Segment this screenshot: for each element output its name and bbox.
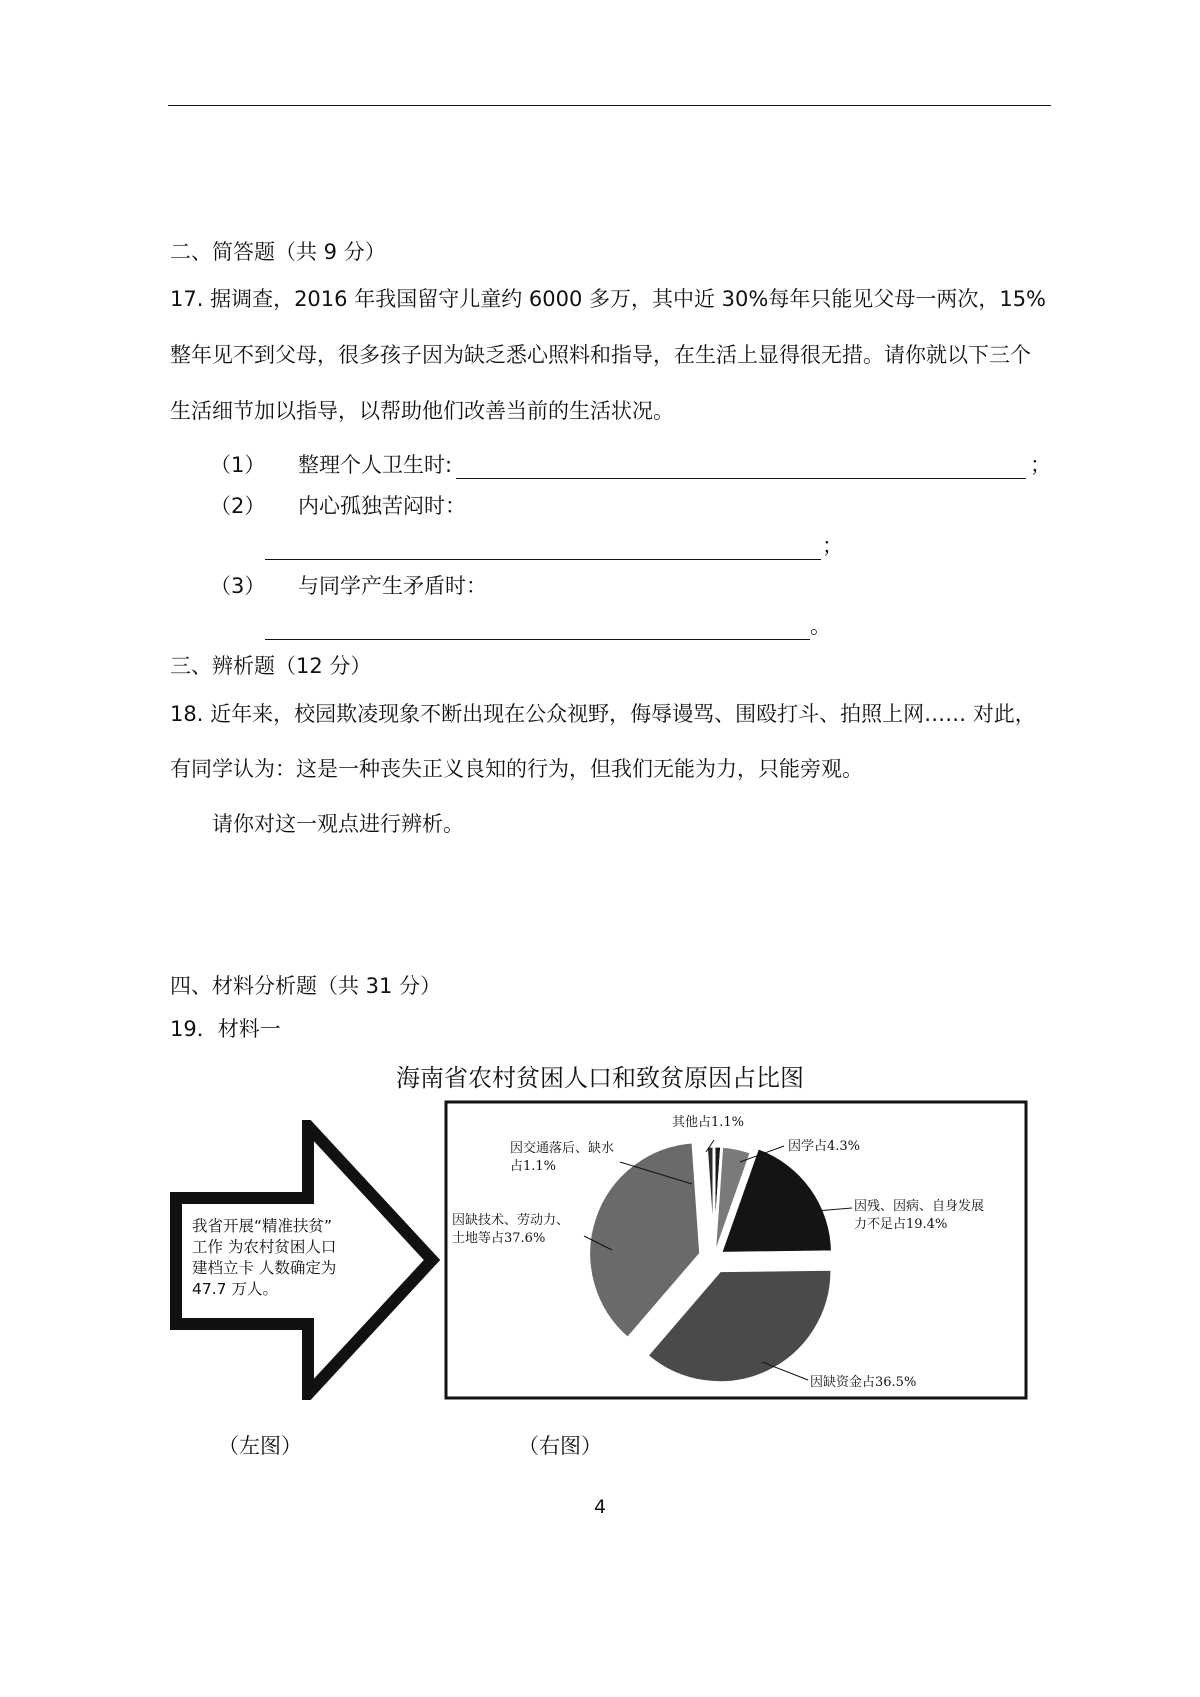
left-figure-arrow (170, 1120, 440, 1400)
q17-item2-answer-line[interactable] (265, 532, 821, 560)
pie-label-ill-line2: 力不足占19.4% (854, 1217, 948, 1232)
q18-line1: 18. 近年来，校园欺凌现象不断出现在公众视野，侮辱谩骂、围殴打斗、拍照上网…… 对此， (170, 702, 1036, 726)
q17-item3-answer-line[interactable] (265, 612, 810, 640)
q18-line3: 请你对这一观点进行辨析。 (212, 812, 464, 836)
q17-line3: 生活细节加以指导，以帮助他们改善当前的生活状况。 (170, 399, 674, 423)
q17-item1-end: ； (1030, 453, 1051, 477)
pie-label-traffic: 因交通落后、缺水 (510, 1141, 615, 1156)
pie-chart (444, 1100, 1028, 1400)
pie-label-tech-line2: 土地等占37.6% (452, 1231, 546, 1246)
q19-label: 19．材料一 (170, 1017, 281, 1041)
figure-title: 海南省农村贫困人口和致贫原因占比图 (396, 1064, 804, 1092)
right-figure-caption: （右图） (518, 1434, 602, 1458)
q17-item3-label: 与同学产生矛盾时： (298, 574, 487, 598)
section3-heading: 三、辨析题（12 分） (170, 654, 372, 678)
q17-item1-answer-line[interactable] (456, 451, 1026, 479)
q17-item1-label: 整理个人卫生时: (298, 453, 453, 477)
pie-label-ill: 因残、因病、自身发展 (854, 1199, 985, 1214)
q17-item2-label: 内心孤独苦闷时： (298, 494, 466, 518)
q17-item1-number: （1） (210, 453, 266, 477)
q17-item2-end: ； (822, 534, 843, 558)
section4-heading: 四、材料分析题（共 31 分） (170, 974, 442, 998)
arrow-text-line2: 工作 为农村贫困人口 (192, 1238, 337, 1256)
pie-label-edu: 因学占4.3% (788, 1139, 861, 1154)
section2-heading: 二、简答题（共 9 分） (170, 240, 386, 264)
q17-item2-number: （2） (210, 494, 266, 518)
arrow-text-line3: 建档立卡 人数确定为 (192, 1259, 337, 1277)
q18-line2: 有同学认为：这是一种丧失正义良知的行为，但我们无能为力，只能旁观。 (170, 757, 863, 781)
q17-line2: 整年见不到父母，很多孩子因为缺乏悉心照料和指导，在生活上显得很无措。请你就以下三个 (170, 343, 1031, 367)
q17-line1: 17. 据调查，2016 年我国留守儿童约 6000 多万，其中近 30%每年只能见父母一两次，15% (170, 287, 1047, 311)
pie-label-tech: 因缺技术、劳动力、 (452, 1213, 570, 1228)
arrow-text-line1: 我省开展“精准扶贫” (192, 1217, 333, 1235)
pie-label-fund: 因缺资金占36.5% (810, 1375, 917, 1390)
pie-label-traffic-line2: 占1.1% (510, 1159, 557, 1174)
pie-label-other: 其他占1.1% (672, 1115, 745, 1130)
page-number: 4 (593, 1496, 607, 1518)
q17-item3-end: 。 (810, 614, 831, 638)
left-figure-caption: （左图） (218, 1434, 302, 1458)
arrow-text-line4: 47.7 万人。 (192, 1280, 278, 1298)
q17-item3-number: （3） (210, 574, 266, 598)
header-rule (168, 105, 1051, 106)
